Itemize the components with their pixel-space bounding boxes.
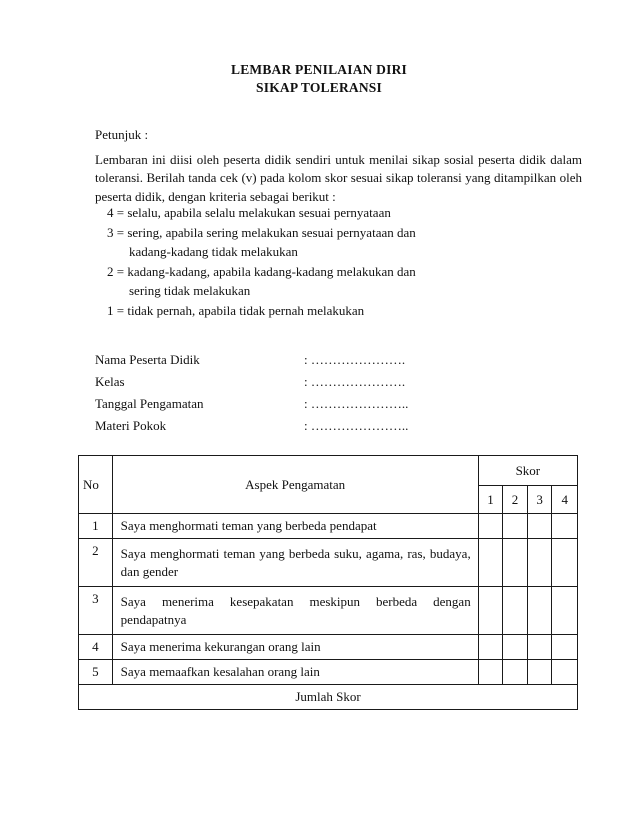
score-cell[interactable]: [503, 660, 528, 685]
criteria-item: 2 = kadang-kadang, apabila kadang-kadang melakukan dan: [107, 263, 416, 279]
score-level-2: 2: [503, 486, 528, 514]
row-aspect: [112, 635, 478, 660]
score-level-1: 1: [478, 486, 503, 514]
title-line-1: LEMBAR PENILAIAN DIRI: [231, 62, 407, 77]
field-label: Kelas: [95, 374, 125, 389]
instructions-label: Petunjuk :: [95, 127, 149, 142]
field-blank[interactable]: : ………………….: [304, 352, 406, 367]
score-cell[interactable]: [478, 587, 503, 635]
score-level-4: 4: [552, 486, 578, 514]
table-row: [79, 660, 578, 685]
row-aspect: [112, 587, 478, 635]
table-row: [79, 539, 578, 587]
row-number: 3: [79, 587, 113, 635]
aspect-text: Saya menghormati teman yang berbeda pendapat: [120, 518, 377, 533]
row-aspect: [112, 539, 478, 587]
row-aspect: [112, 514, 478, 539]
table-header-row: [79, 456, 578, 486]
table-row: [79, 635, 578, 660]
score-cell[interactable]: [503, 539, 528, 587]
aspect-text: Saya memaafkan kesalahan orang lain: [120, 664, 320, 679]
score-cell[interactable]: [527, 660, 552, 685]
criteria-list: [107, 203, 587, 320]
field-label: Materi Pokok: [95, 418, 167, 433]
score-level-3: 3: [527, 486, 552, 514]
score-cell[interactable]: [527, 635, 552, 660]
field-label: Nama Peserta Didik: [95, 352, 200, 367]
aspect-text: Saya menerima kekurangan orang lain: [120, 639, 321, 654]
field-blank[interactable]: : …………………..: [304, 418, 409, 433]
score-cell[interactable]: [503, 635, 528, 660]
criteria-item-continued: sering tidak melakukan: [129, 283, 251, 298]
row-number: 4: [79, 635, 113, 660]
table-row: [79, 514, 578, 539]
field-student-name: [95, 349, 575, 371]
header-no: No: [79, 456, 113, 514]
criteria-item-continued: kadang-kadang tidak melakukan: [129, 244, 298, 259]
instructions-paragraph: Lembaran ini diisi oleh peserta didik sendiri untuk menilai sikap sosial peserta didik dalam toleransi. Berilah tanda cek (v) pada kolom skor sesuai sikap toleransi yang ditampilkan oleh peserta didik, dengan kriteria sebagai berikut :: [95, 151, 582, 204]
score-cell[interactable]: [527, 539, 552, 587]
score-cell[interactable]: [478, 514, 503, 539]
identity-fields: [95, 349, 575, 437]
field-class: [95, 371, 575, 393]
score-cell[interactable]: [478, 539, 503, 587]
field-observation-date: [95, 393, 575, 415]
score-cell[interactable]: [527, 514, 552, 539]
score-cell[interactable]: [552, 635, 578, 660]
row-aspect: [112, 660, 478, 685]
score-cell[interactable]: [527, 587, 552, 635]
assessment-table: [78, 455, 578, 710]
field-label: Tanggal Pengamatan: [95, 396, 204, 411]
aspect-text: Saya menerima kesepakatan meskipun berbeda dengan pendapatnya: [120, 593, 471, 627]
header-score: Skor: [478, 456, 577, 486]
score-cell[interactable]: [552, 514, 578, 539]
row-number: 5: [79, 660, 113, 685]
aspect-text: Saya menghormati teman yang berbeda suku, agama, ras, budaya, dan gender: [120, 545, 471, 579]
total-row: [79, 685, 578, 710]
score-cell[interactable]: [478, 660, 503, 685]
header-aspect: Aspek Pengamatan: [112, 456, 478, 514]
row-number: 2: [79, 539, 113, 587]
row-number: 1: [79, 514, 113, 539]
field-subject-matter: [95, 415, 575, 437]
field-blank[interactable]: : …………………..: [304, 396, 409, 411]
field-blank[interactable]: : ………………….: [304, 374, 406, 389]
score-cell[interactable]: [552, 587, 578, 635]
score-cell[interactable]: [552, 539, 578, 587]
score-cell[interactable]: [503, 587, 528, 635]
criteria-item: 1 = tidak pernah, apabila tidak pernah melakukan: [107, 302, 365, 318]
instructions: [95, 126, 582, 206]
score-cell[interactable]: [478, 635, 503, 660]
score-cell[interactable]: [552, 660, 578, 685]
criteria-item: 4 = selalu, apabila selalu melakukan sesuai pernyataan: [107, 205, 391, 220]
table-row: [79, 587, 578, 635]
score-cell[interactable]: [503, 514, 528, 539]
title-line-2: SIKAP TOLERANSI: [256, 80, 382, 95]
criteria-item: 3 = sering, apabila sering melakukan sesuai pernyataan dan: [107, 224, 416, 240]
total-score-label: Jumlah Skor: [79, 685, 578, 710]
